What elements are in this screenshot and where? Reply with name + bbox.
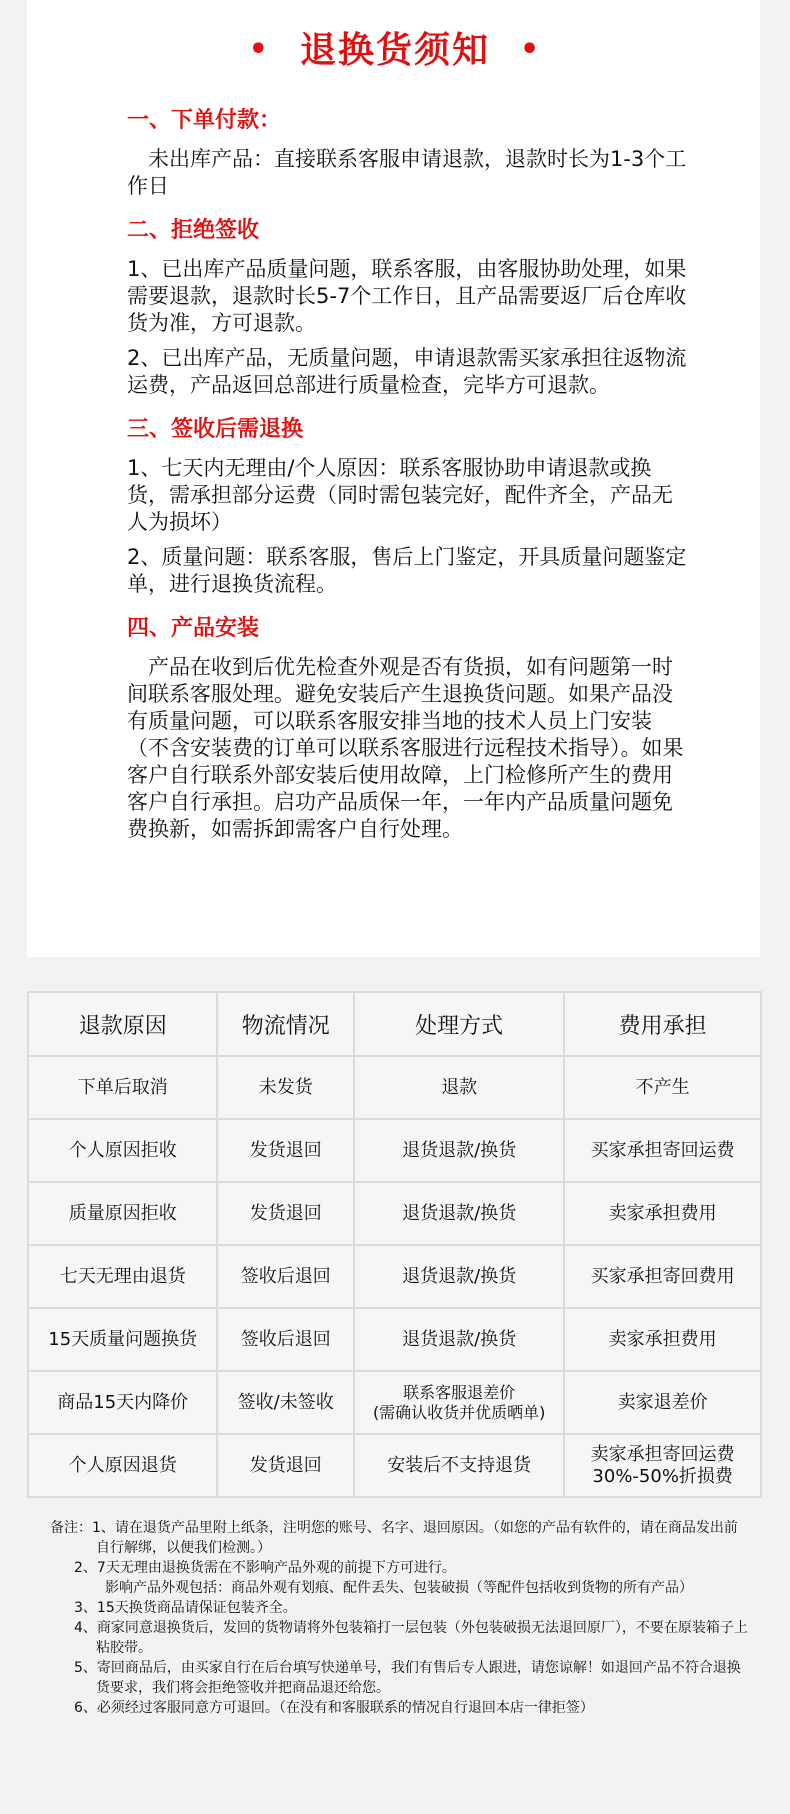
remark-item: 4、商家同意退换货后，发回的货物请将外包装箱打一层包装（外包装破损无法退回原厂），不要在原装箱子上粘胶带。 bbox=[74, 1620, 748, 1656]
column-header: 处理方式 bbox=[354, 992, 564, 1056]
page-title bbox=[0, 22, 790, 73]
section-after-receipt-return bbox=[127, 417, 687, 598]
table-row bbox=[28, 1308, 761, 1371]
bullet-dot-left: • bbox=[248, 32, 270, 67]
section-order-payment bbox=[127, 108, 687, 200]
table-cell: 发货退回 bbox=[217, 1182, 354, 1245]
return-rules-table bbox=[27, 991, 762, 1498]
section-paragraph: 1、已出库产品质量问题，联系客服，由客服协助处理，如果需要退款，退款时长5-7个工作日，且产品需要返厂后仓库收货为准，方可退款。 bbox=[127, 257, 687, 335]
column-header: 物流情况 bbox=[217, 992, 354, 1056]
table-cell: 退货退款/换货 bbox=[354, 1119, 564, 1182]
column-header: 费用承担 bbox=[564, 992, 761, 1056]
section-paragraph: 1、七天内无理由/个人原因：联系客服协助申请退款或换货，需承担部分运费（同时需包装完好，配件齐全，产品无人为损坏） bbox=[127, 456, 673, 534]
table-cell: 七天无理由退货 bbox=[28, 1245, 217, 1308]
table-cell: 15天质量问题换货 bbox=[28, 1308, 217, 1371]
table-cell: 退货退款/换货 bbox=[354, 1308, 564, 1371]
remark-item: 2、7天无理由退换货需在不影响产品外观的前提下方可进行。 bbox=[74, 1560, 456, 1576]
bullet-dot-right: • bbox=[520, 32, 542, 67]
title-text: 退换货须知 bbox=[299, 30, 490, 71]
table-cell: 未发货 bbox=[217, 1056, 354, 1119]
table-cell: 个人原因拒收 bbox=[28, 1119, 217, 1182]
table-cell: 联系客服退差价 (需确认收货并优质晒单) bbox=[354, 1371, 564, 1434]
table-cell: 签收后退回 bbox=[217, 1308, 354, 1371]
table-cell: 发货退回 bbox=[217, 1119, 354, 1182]
section-heading: 四、产品安装 bbox=[127, 616, 260, 641]
section-installation bbox=[127, 616, 687, 843]
table-cell: 不产生 bbox=[564, 1056, 761, 1119]
section-paragraph: 2、已出库产品，无质量问题，申请退款需买家承担往返物流运费，产品返回总部进行质量检查，完毕方可退款。 bbox=[127, 346, 687, 397]
table-row bbox=[28, 1056, 761, 1119]
table-row bbox=[28, 1371, 761, 1434]
section-heading: 二、拒绝签收 bbox=[127, 218, 260, 243]
table-row bbox=[28, 1119, 761, 1182]
table-cell: 商品15天内降价 bbox=[28, 1371, 217, 1434]
table-cell: 买家承担寄回费用 bbox=[564, 1245, 761, 1308]
section-heading: 三、签收后需退换 bbox=[127, 417, 304, 442]
table-row bbox=[28, 1434, 761, 1497]
remark-item: 5、寄回商品后，由买家自行在后台填写快递单号，我们有售后专人跟进，请您谅解！如退回产品不符合退换货要求，我们将会拒绝签收并把商品退还给您。 bbox=[74, 1660, 741, 1696]
remarks-block bbox=[50, 1518, 750, 1718]
table-cell: 买家承担寄回运费 bbox=[564, 1119, 761, 1182]
remark-item: 备注：1、请在退货产品里附上纸条，注明您的账号、名字、退回原因。（如您的产品有软件的，请在商品发出前自行解绑，以便我们检测。） bbox=[50, 1520, 738, 1556]
table-cell: 发货退回 bbox=[217, 1434, 354, 1497]
section-paragraph: 未出库产品：直接联系客服申请退款，退款时长为1-3个工作日 bbox=[127, 147, 687, 198]
table-cell: 退款 bbox=[354, 1056, 564, 1119]
table-cell: 下单后取消 bbox=[28, 1056, 217, 1119]
table-cell: 签收后退回 bbox=[217, 1245, 354, 1308]
table-cell: 退货退款/换货 bbox=[354, 1245, 564, 1308]
section-refuse-receipt bbox=[127, 218, 687, 399]
section-heading: 一、下单付款： bbox=[127, 108, 282, 133]
remark-item: 影响产品外观包括：商品外观有划痕、配件丢失、包装破损（等配件包括收到货物的所有产品） bbox=[105, 1580, 693, 1596]
table-cell: 卖家承担费用 bbox=[564, 1182, 761, 1245]
table-cell: 质量原因拒收 bbox=[28, 1182, 217, 1245]
table-cell: 卖家承担寄回运费 30%-50%折损费 bbox=[564, 1434, 761, 1497]
column-header: 退款原因 bbox=[28, 992, 217, 1056]
section-paragraph: 产品在收到后优先检查外观是否有货损，如有问题第一时间联系客服处理。避免安装后产生退换货问题。如果产品没有质量问题，可以联系客服安排当地的技术人员上门安装（不含安装费的订单可以联系客服进行远程技术指导）。如果客户自行联系外部安装后使用故障，上门检修所产生的费用客户自行承担。启功产品质保一年，一年内产品质量问题免费换新，如需拆卸需客户自行处理。 bbox=[127, 655, 684, 841]
table-cell: 卖家退差价 bbox=[564, 1371, 761, 1434]
remark-item: 6、必须经过客服同意方可退回。（在没有和客服联系的情况自行退回本店一律拒签） bbox=[74, 1700, 594, 1716]
table-cell: 退货退款/换货 bbox=[354, 1182, 564, 1245]
policy-content bbox=[127, 108, 687, 861]
section-paragraph: 2、质量问题：联系客服，售后上门鉴定，开具质量问题鉴定单，进行退换货流程。 bbox=[127, 545, 687, 596]
table-row bbox=[28, 1245, 761, 1308]
table-row bbox=[28, 1182, 761, 1245]
table-cell: 安装后不支持退货 bbox=[354, 1434, 564, 1497]
table-cell: 卖家承担费用 bbox=[564, 1308, 761, 1371]
table-header-row bbox=[28, 992, 761, 1056]
table-cell: 签收/未签收 bbox=[217, 1371, 354, 1434]
table-cell: 个人原因退货 bbox=[28, 1434, 217, 1497]
remark-item: 3、15天换货商品请保证包装齐全。 bbox=[74, 1600, 297, 1616]
